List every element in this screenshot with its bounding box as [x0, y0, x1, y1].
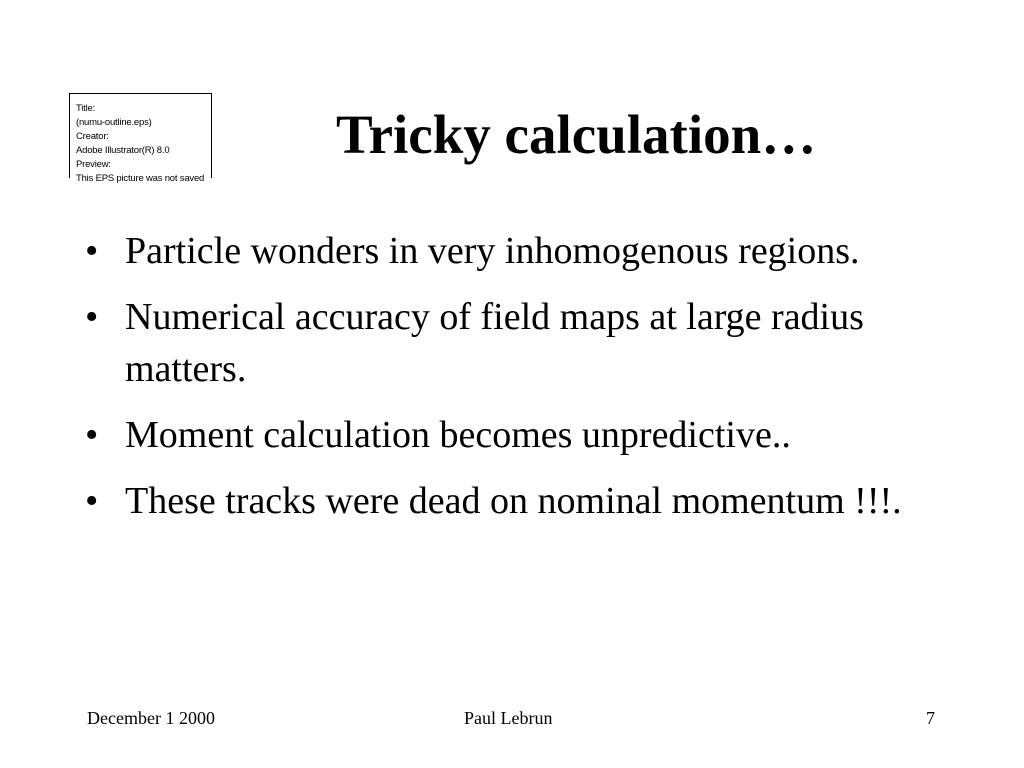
bullet-text: Particle wonders in very inhomogenous regions.: [125, 230, 860, 272]
bullet-dot-icon: •: [85, 414, 99, 456]
footer-date: December 1 2000: [87, 708, 215, 728]
bullet-item: [85, 409, 965, 461]
eps-preview-note: This EPS picture was not saved: [76, 173, 205, 184]
eps-creator-label: Creator:: [76, 131, 109, 142]
eps-preview-placeholder: [69, 93, 212, 184]
bullet-list: [85, 225, 965, 541]
bullet-dot-icon: •: [85, 296, 99, 338]
eps-creator-value: Adobe Illustrator(R) 8.0: [76, 145, 170, 156]
eps-title-label: Title:: [76, 103, 96, 114]
bullet-text: Numerical accuracy of field maps at large radius matters.: [125, 296, 864, 390]
bullet-item: [85, 225, 965, 277]
eps-filename: (numu-outline.eps): [76, 117, 152, 128]
bullet-dot-icon: •: [85, 230, 99, 272]
bullet-item: [85, 291, 965, 395]
bullet-text: These tracks were dead on nominal momentum !!!.: [125, 480, 902, 522]
slide-title: Tricky calculation…: [336, 104, 817, 165]
footer-author: Paul Lebrun: [464, 708, 553, 728]
bullet-dot-icon: •: [85, 480, 99, 522]
footer-page-number: 7: [926, 708, 935, 728]
bullet-text: Moment calculation becomes unpredictive..: [125, 414, 791, 456]
bullet-item: [85, 475, 965, 527]
eps-preview-label: Preview:: [76, 159, 111, 170]
